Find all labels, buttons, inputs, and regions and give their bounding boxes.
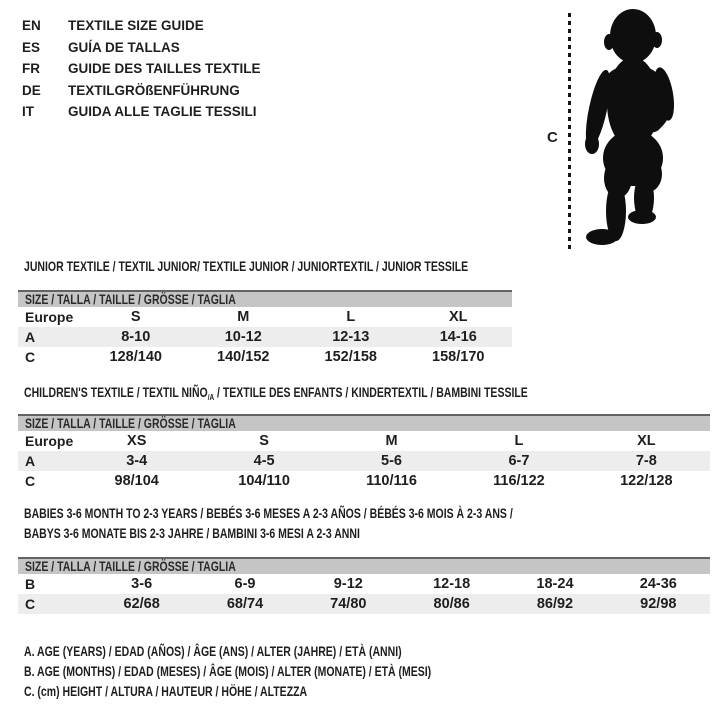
section-title-line: JUNIOR TEXTILE / TEXTIL JUNIOR/ TEXTILE JUNIOR / JUNIORTEXTIL / JUNIOR TESSILE (24, 258, 469, 274)
babies-section-title (24, 504, 676, 543)
language-code: DE (22, 82, 41, 98)
table-cell: 24-36 (639, 576, 677, 592)
size-header-label: SIZE / TALLA / TAILLE / GRÖSSE / TAGLIA (25, 291, 236, 307)
table-cell: XS (127, 433, 147, 449)
table-row (18, 327, 512, 347)
table-cell: 140/152 (217, 349, 270, 365)
row-label: B (25, 576, 36, 592)
table-row (18, 307, 512, 327)
table-cell: 104/110 (238, 473, 290, 489)
table-cell: 9-12 (333, 576, 363, 592)
children-size-table (18, 414, 710, 491)
table-cell: 62/68 (123, 596, 160, 612)
table-cell: XL (448, 309, 468, 325)
language-title: GUIDE DES TAILLES TEXTILE (68, 61, 261, 77)
table-cell: 74/80 (330, 596, 367, 612)
row-label: C (25, 473, 36, 489)
table-cell: S (259, 433, 269, 449)
table-cell: 12-18 (433, 576, 471, 592)
table-cell: M (237, 309, 250, 325)
size-header-band (18, 290, 512, 307)
footnote-line: C. (cm) HEIGHT / ALTURA / HAUTEUR / HÖHE / ALTEZZA (24, 683, 308, 699)
junior-section-title (24, 257, 616, 277)
table-cell: 12-13 (332, 329, 370, 345)
table-row (18, 471, 710, 491)
table-cell: 14-16 (439, 329, 477, 345)
table-cell: 5-6 (381, 453, 402, 469)
toddler-silhouette (578, 6, 690, 251)
table-cell: 110/116 (366, 473, 417, 489)
size-header-band (18, 557, 710, 574)
table-cell: 158/170 (432, 349, 485, 365)
row-label: C (25, 349, 36, 365)
language-entry (22, 101, 261, 123)
height-measure-label: C (547, 129, 558, 146)
table-cell: 7-8 (635, 453, 657, 469)
language-title: TEXTILGRÖßENFÜHRUNG (68, 82, 240, 98)
language-code: FR (22, 61, 40, 77)
table-cell: 128/140 (109, 349, 162, 365)
junior-size-table (18, 290, 512, 367)
language-title: GUIDA ALLE TAGLIE TESSILI (68, 104, 257, 120)
table-cell: 4-5 (253, 453, 275, 469)
height-measure-dotted-line (568, 13, 571, 250)
row-label: A (25, 329, 36, 345)
table-cell: 80/86 (433, 596, 470, 612)
table-row (18, 594, 710, 614)
section-title-line: BABIES 3-6 MONTH TO 2-3 YEARS / BEBÉS 3-6 MESES A 2-3 AÑOS / BÉBÉS 3-6 MOIS À 2-3 ANS / (24, 505, 513, 521)
table-cell: 3-6 (131, 576, 153, 592)
language-entry (22, 58, 261, 80)
footnote-legend (24, 641, 567, 701)
table-row (18, 347, 512, 367)
babies-size-table (18, 557, 710, 614)
size-header-label: SIZE / TALLA / TAILLE / GRÖSSE / TAGLIA (25, 415, 236, 431)
language-entry (22, 15, 261, 37)
table-cell: 3-4 (126, 453, 148, 469)
language-code: IT (22, 104, 34, 120)
table-row (18, 451, 710, 471)
table-cell: 152/158 (324, 349, 377, 365)
table-cell: M (385, 433, 398, 449)
table-row (18, 574, 710, 594)
toddler-silhouette-graphic (578, 6, 690, 251)
table-cell: L (346, 309, 356, 325)
table-row (18, 431, 710, 451)
row-label: C (25, 596, 36, 612)
table-cell: 10-12 (224, 329, 262, 345)
size-header-label: SIZE / TALLA / TAILLE / GRÖSSE / TAGLIA (25, 558, 236, 574)
table-cell: 116/122 (493, 473, 545, 489)
row-label: Europe (25, 433, 74, 449)
footnote-line: A. AGE (YEARS) / EDAD (AÑOS) / ÂGE (ANS) / ALTER (JAHRE) / ETÀ (ANNI) (24, 643, 402, 659)
table-cell: 8-10 (121, 329, 151, 345)
language-code: ES (22, 39, 41, 55)
table-cell: 18-24 (536, 576, 574, 592)
language-title: TEXTILE SIZE GUIDE (68, 18, 204, 33)
table-cell: 98/104 (114, 473, 159, 489)
language-title-list (22, 15, 261, 123)
language-title: GUÍA DE TALLAS (68, 39, 180, 55)
language-entry (22, 80, 261, 102)
language-code: EN (22, 18, 41, 33)
size-header-band (18, 414, 710, 431)
table-cell: 6-7 (508, 453, 530, 469)
table-cell: 122/128 (620, 473, 673, 489)
section-title-line: CHILDREN'S TEXTILE / TEXTIL $NIÑO_{/A}$ / TEXTILE DES ENFANTS / KINDERTEXTIL / BAMBINI TESSILE (24, 384, 528, 402)
footnote-line: B. AGE (MONTHS) / EDAD (MESES) / ÂGE (MOIS) / ALTER (MONATE) / ETÀ (MESI) (24, 663, 432, 679)
children-section-title (24, 383, 696, 408)
language-entry (22, 37, 261, 59)
table-cell: 68/74 (226, 596, 264, 612)
table-cell: 86/92 (536, 596, 574, 612)
table-cell: L (514, 433, 524, 449)
table-cell: 6-9 (234, 576, 256, 592)
table-cell: XL (637, 433, 656, 449)
table-cell: S (130, 309, 141, 325)
row-label: Europe (25, 309, 74, 325)
section-title-line: BABYS 3-6 MONATE BIS 2-3 JAHRE / BAMBINI 3-6 MESI A 2-3 ANNI (24, 524, 360, 541)
table-cell: 92/98 (640, 596, 677, 612)
row-label: A (25, 453, 36, 469)
